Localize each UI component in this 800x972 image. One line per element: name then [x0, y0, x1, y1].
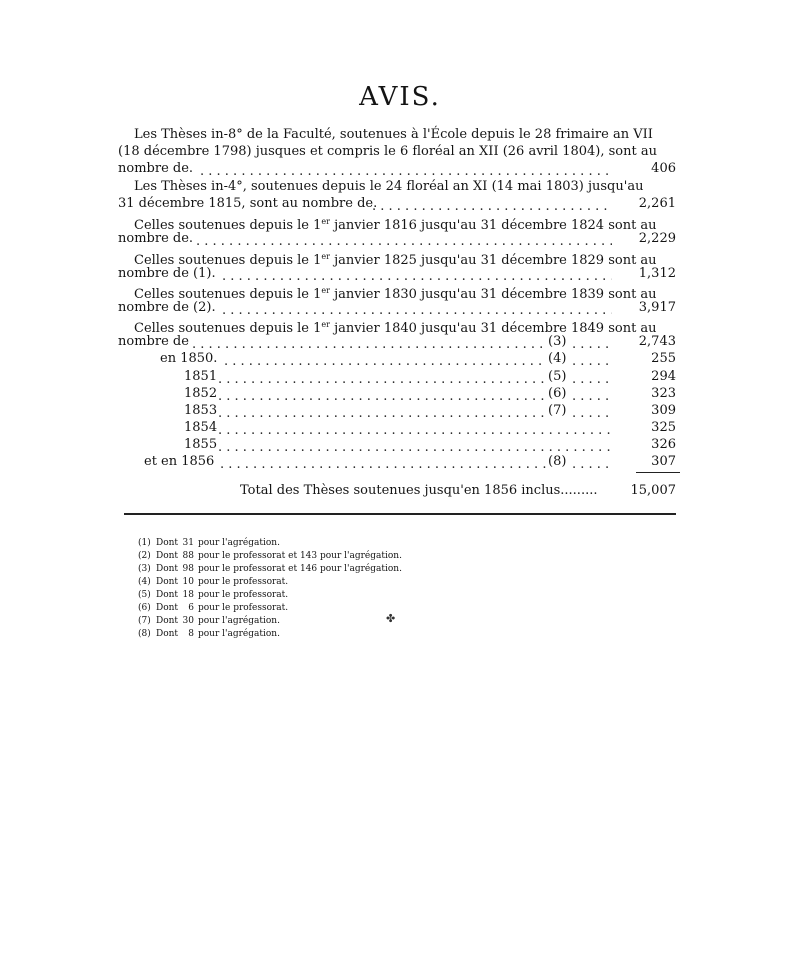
entry-1-line-3: nombre de.	[118, 161, 194, 176]
entry-4-line-2: nombre de (1).	[118, 266, 216, 281]
entry-1-value: 406	[651, 161, 676, 176]
total-label: Total des Thèses soutenues jusqu'en 1856 inclus.........	[240, 483, 598, 498]
entry-4-line-1: Celles soutenues depuis le 1er janvier 1825 jusqu'au 31 décembre 1829 sont au	[134, 252, 657, 268]
leader-dots	[222, 299, 612, 316]
year-row-label: et en 1856	[144, 454, 215, 469]
footnote: (4) Dont 10 pour le professorat.	[138, 577, 289, 587]
leader-dots	[192, 333, 546, 350]
year-row-note: (7)	[548, 403, 567, 418]
ornament-icon: ✤	[386, 612, 396, 625]
footnote-separator	[124, 513, 676, 515]
leader-dots	[196, 230, 612, 247]
sum-rule	[636, 472, 680, 473]
total-value: 15,007	[630, 483, 676, 498]
entry-6-line-1: Celles soutenues depuis le 1er janvier 1840 jusqu'au 31 décembre 1849 sont au	[134, 320, 657, 336]
year-row-value: 255	[651, 351, 676, 366]
year-row-label: 1854	[184, 420, 218, 435]
entry-6-line-2: nombre de	[118, 334, 189, 349]
year-row-note: (4)	[548, 351, 567, 366]
entry-4-value: 1,312	[638, 266, 676, 281]
year-row-label: en 1850.	[160, 351, 218, 366]
year-row-value: 326	[651, 437, 676, 452]
entry-2-value: 2,261	[638, 196, 676, 211]
year-row-label: 1852	[184, 386, 218, 401]
leader-dots	[222, 265, 612, 282]
leader-dots	[218, 368, 546, 385]
year-row-note: (6)	[548, 386, 567, 401]
entry-3-value: 2,229	[638, 231, 676, 246]
entry-3-line-1: Celles soutenues depuis le 1er janvier 1816 jusqu'au 31 décembre 1824 sont au	[134, 217, 657, 233]
leader-dots	[218, 436, 612, 453]
year-row-value: 325	[651, 420, 676, 435]
entry-3-line-2: nombre de.	[118, 231, 194, 246]
entry-6-value: 2,743	[638, 334, 676, 349]
leader-dots	[200, 160, 612, 177]
year-row-label: 1851	[184, 369, 218, 384]
leader-dots	[372, 195, 612, 212]
leader-dots	[224, 350, 546, 367]
entry-2-line-2: 31 décembre 1815, sont au nombre de.	[118, 196, 378, 211]
footnote: (1) Dont 31 pour l'agrégation.	[138, 538, 280, 548]
page-title: AVIS.	[359, 82, 441, 112]
year-row-value: 307	[651, 454, 676, 469]
entry-5-line-1: Celles soutenues depuis le 1er janvier 1830 jusqu'au 31 décembre 1839 sont au	[134, 286, 657, 302]
year-row-value: 323	[651, 386, 676, 401]
footnote: (5) Dont 18 pour le professorat.	[138, 590, 289, 600]
entry-1-line-2: (18 décembre 1798) jusques et compris le 6 floréal an XII (26 avril 1804), sont au	[118, 144, 657, 159]
year-row-value: 309	[651, 403, 676, 418]
entry-6-note: (3)	[548, 334, 567, 349]
year-row-note: (5)	[548, 369, 567, 384]
footnote: (2) Dont 88 pour le professorat et 143 pour l'agrégation.	[138, 551, 402, 561]
footnote: (8) Dont 8 pour l'agrégation.	[138, 629, 280, 639]
footnote: (7) Dont 30 pour l'agrégation.	[138, 616, 280, 626]
entry-1-line-1: Les Thèses in-8° de la Faculté, soutenues à l'École depuis le 28 frimaire an VII	[134, 127, 653, 142]
year-row-value: 294	[651, 369, 676, 384]
entry-5-line-2: nombre de (2).	[118, 300, 216, 315]
leader-dots	[218, 419, 612, 436]
leader-dots	[218, 402, 546, 419]
leader-dots	[218, 385, 546, 402]
leader-dots	[220, 453, 546, 470]
entry-2-line-1: Les Thèses in-4°, soutenues depuis le 24 floréal an XI (14 mai 1803) jusqu'au	[134, 179, 644, 194]
year-row-label: 1855	[184, 437, 218, 452]
entry-5-value: 3,917	[638, 300, 676, 315]
footnote: (6) Dont 6 pour le professorat.	[138, 603, 289, 613]
year-row-note: (8)	[548, 454, 567, 469]
footnote: (3) Dont 98 pour le professorat et 146 pour l'agrégation.	[138, 564, 402, 574]
year-row-label: 1853	[184, 403, 218, 418]
